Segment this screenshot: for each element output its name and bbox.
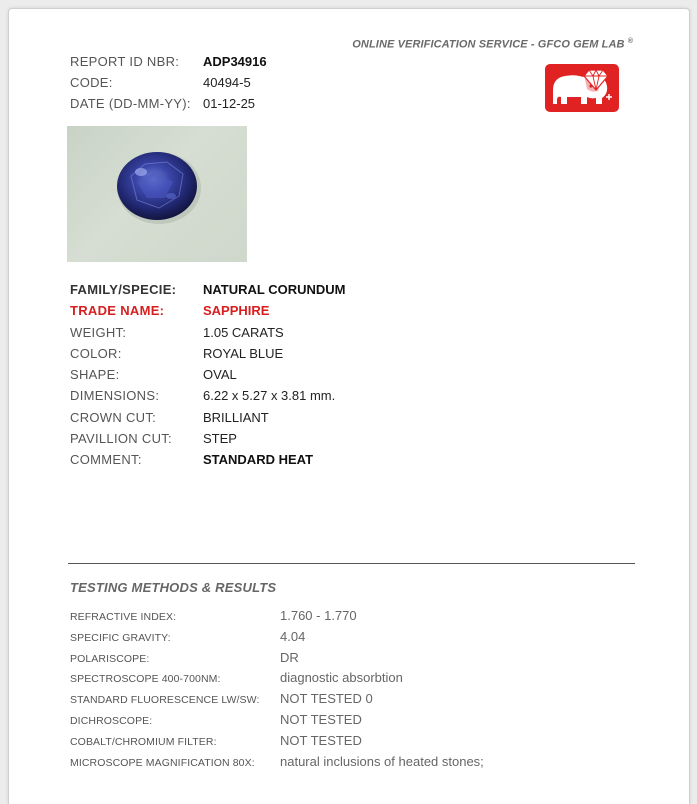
test-value: NOT TESTED — [280, 711, 362, 727]
dimensions-value: 6.22 x 5.27 x 3.81 mm. — [203, 388, 336, 404]
shape-row — [70, 367, 346, 388]
test-row — [70, 754, 484, 775]
trade-name-row — [70, 303, 346, 324]
pavillion-cut-row — [70, 431, 346, 452]
test-label: MICROSCOPE MAGNIFICATION 80X: — [70, 756, 255, 769]
weight-row — [70, 325, 346, 346]
family-label: FAMILY/SPECIE: — [70, 282, 177, 297]
test-row — [70, 691, 484, 712]
trade-name-value: SAPPHIRE — [203, 303, 270, 319]
test-value: 4.04 — [280, 628, 306, 644]
crown-cut-label: CROWN CUT: — [70, 409, 157, 425]
testing-results — [70, 608, 484, 774]
family-row — [70, 282, 346, 303]
comment-row — [70, 452, 346, 473]
testing-section-title: TESTING METHODS & RESULTS — [70, 580, 277, 595]
test-label: SPECIFIC GRAVITY: — [70, 631, 171, 644]
test-row — [70, 608, 484, 629]
dimensions-row — [70, 388, 346, 409]
comment-label: COMMENT: — [70, 452, 142, 468]
report-id-value: ADP34916 — [203, 54, 267, 69]
report-identification — [70, 54, 267, 117]
test-label: STANDARD FLUORESCENCE LW/SW: — [70, 694, 260, 707]
test-label: DICHROSCOPE: — [70, 714, 153, 727]
family-value: NATURAL CORUNDUM — [203, 282, 346, 297]
gem-photo — [67, 126, 247, 262]
section-divider — [68, 563, 635, 564]
registered-mark: ® — [627, 38, 633, 45]
test-label: POLARISCOPE: — [70, 652, 150, 665]
elephant-with-diamond-logo-icon — [545, 64, 619, 112]
service-name: ONLINE VERIFICATION SERVICE - GFCO GEM LAB — [352, 38, 625, 51]
report-id-row — [70, 54, 267, 75]
report-id-label: REPORT ID NBR: — [70, 54, 180, 69]
code-value: 40494-5 — [203, 75, 251, 90]
gfco-logo — [545, 64, 619, 112]
test-row — [70, 650, 484, 671]
test-value: 1.760 - 1.770 — [280, 608, 357, 623]
test-value: DR — [280, 649, 299, 665]
date-value: 01-12-25 — [203, 96, 256, 111]
shape-label: SHAPE: — [70, 367, 120, 383]
test-value: NOT TESTED 0 — [280, 691, 373, 707]
code-label: CODE: — [70, 75, 113, 90]
crown-cut-value: BRILLIANT — [203, 409, 269, 425]
test-value: NOT TESTED — [280, 732, 362, 748]
shape-value: OVAL — [203, 367, 237, 383]
color-value: ROYAL BLUE — [203, 345, 284, 361]
test-value: diagnostic absorbtion — [280, 670, 403, 686]
test-label: SPECTROSCOPE 400-700NM: — [70, 673, 221, 686]
pavillion-cut-value: STEP — [203, 431, 237, 447]
weight-value: 1.05 CARATS — [203, 324, 284, 340]
weight-label: WEIGHT: — [70, 324, 127, 340]
gem-details — [70, 282, 346, 474]
comment-value: STANDARD HEAT — [203, 452, 314, 468]
pavillion-cut-label: PAVILLION CUT: — [70, 431, 172, 447]
test-row — [70, 629, 484, 650]
verification-service-header — [352, 38, 633, 51]
color-row — [70, 346, 346, 367]
dimensions-label: DIMENSIONS: — [70, 388, 160, 404]
test-label: REFRACTIVE INDEX: — [70, 611, 177, 623]
test-label: COBALT/CHROMIUM FILTER: — [70, 735, 217, 748]
blue-oval-sapphire-photo-icon — [67, 126, 247, 262]
test-row — [70, 670, 484, 691]
trade-name-label: TRADE NAME: — [70, 303, 165, 319]
color-label: COLOR: — [70, 345, 122, 361]
test-row — [70, 733, 484, 754]
code-row — [70, 75, 267, 96]
test-value: natural inclusions of heated stones; — [280, 753, 484, 769]
crown-cut-row — [70, 410, 346, 431]
test-row — [70, 712, 484, 733]
date-row — [70, 96, 267, 117]
date-label: DATE (DD-MM-YY): — [70, 96, 191, 111]
